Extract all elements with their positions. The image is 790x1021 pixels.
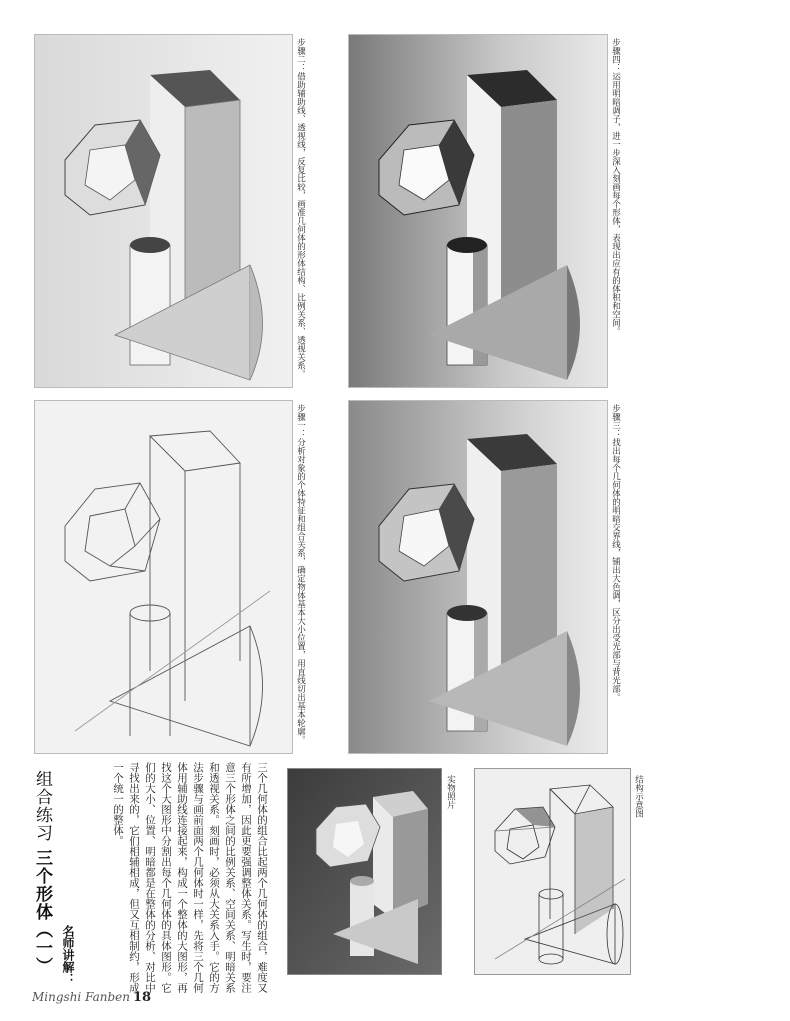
title-prefix: 组合练习 (32, 770, 52, 842)
step3-sketch-image (349, 401, 607, 753)
teacher-explanation: 三个几何体的组合比起两个几何体的组合，难度又有所增加，因此更要强调整体关系。写生时，要注意三个形体之间的比例关系、空间关系、明暗关系和透视关系。刻画时，必须从大关系入手。它的方法步骤与画前面两个几何体时一样，先将三个几何体用辅助线连接起来，构成一个整体的大图形，再找这个大图形中分割出每个几何体的具体图形。它们的大小、位置、明暗都是在整体的分析、对比中寻找出来的，它们相辅相成，但又互相制约，形成一个统一的整体。 (112, 762, 268, 993)
step1-sketch-image (35, 401, 292, 753)
teacher-heading: 名师讲解： (61, 925, 75, 985)
step3-drawing (348, 400, 608, 754)
structure-caption: 结构示意图 (633, 775, 644, 818)
page-footer (32, 990, 151, 1005)
step3-caption: 步骤三：找出每个几何体的明暗交界线，铺出大色调，区分出受光部与背光部。 (610, 404, 621, 702)
title-main: 三个形体（一） (32, 848, 52, 975)
step2-caption: 步骤二：借助辅助线、透视线，反复比较，画准几何体的形体结构、比例关系、透视关系。 (295, 38, 306, 378)
step2-sketch-image (35, 35, 292, 387)
step1-drawing (34, 400, 293, 754)
step2-drawing (34, 34, 293, 388)
object-photo (287, 768, 442, 975)
step4-caption: 步骤四：运用明暗调子，进一步深入刻画每个形体，表现出应有的体积和空间。 (610, 38, 621, 336)
structure-diagram-image (475, 769, 630, 974)
page-number: 18 (132, 990, 152, 1005)
photo-caption: 实物照片 (445, 775, 456, 809)
step1-caption: 步骤一：分析对象的个体特征和组合关系，确定物体基本大小位置，用直线切出基本轮廓。 (295, 404, 306, 744)
step4-drawing (348, 34, 608, 388)
structure-diagram (474, 768, 631, 975)
page-title (30, 770, 55, 975)
step4-sketch-image (349, 35, 607, 387)
object-photo-image (288, 769, 441, 974)
footer-brand: Mingshi Fanben (32, 990, 130, 1004)
